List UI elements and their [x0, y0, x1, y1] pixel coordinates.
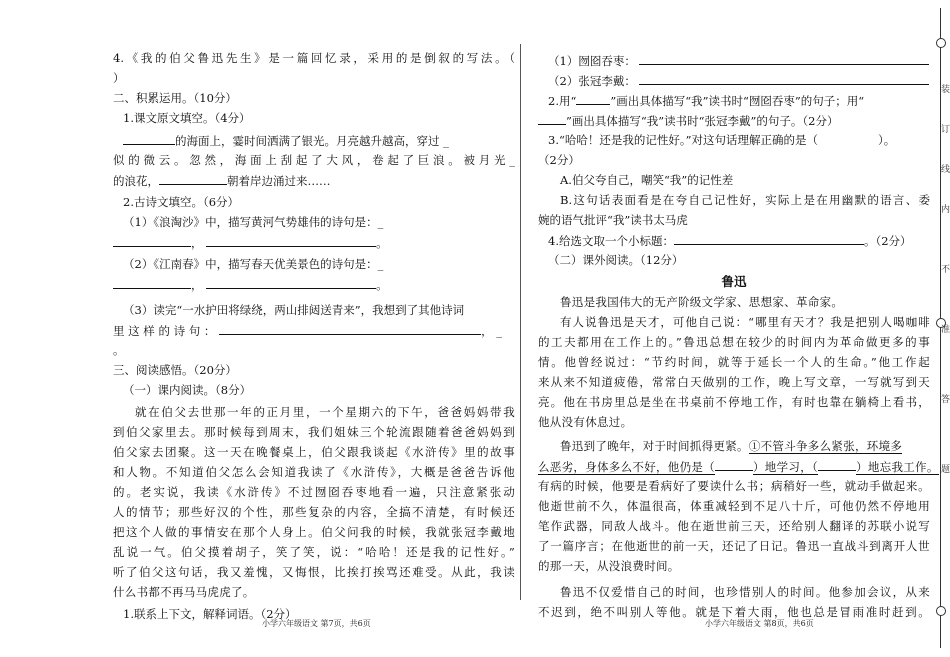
question-line: 1.联系上下文，解释词语。（2分） — [123, 607, 297, 621]
passage-line: 到伯父家里去。那时候每到周末，我们姐妹三个轮流跟随着爸爸妈妈到 — [113, 425, 515, 439]
passage-line: 人的情节；那些好汉的个性，那些复杂的内容，全搞不清楚，有时候还 — [113, 505, 515, 519]
answer-line: ， 。 — [113, 232, 515, 252]
question-line: 2.古诗文填空。（6分） — [123, 195, 240, 209]
answer-blank[interactable] — [206, 274, 376, 289]
answer-blank[interactable] — [113, 274, 191, 289]
question-line: 2.用“ ”画出具体描写“我”读书时“囫囵吞枣”的句子；用“ — [538, 90, 930, 110]
page-footer-right: 小学六年级语文 第8页，共6页 — [705, 619, 814, 628]
passage-line: 就在伯父去世那一年的正月里，一个星期六的下午，爸爸妈妈带我 — [135, 405, 515, 419]
passage-line: 他从没有休息过。 — [538, 415, 633, 429]
answer-blank[interactable] — [538, 110, 566, 125]
answer-blank[interactable] — [123, 130, 175, 145]
question-line: ”画出具体描写“我”读书时“张冠李戴”的句子。（2分） — [538, 110, 930, 130]
answer-blank[interactable] — [219, 320, 481, 335]
binding-char: 题 — [941, 465, 950, 475]
binding-char: 线 — [941, 165, 950, 175]
page-footer-left: 小学六年级语文 第7页，共6页 — [262, 619, 371, 628]
passage-line: 和人物。不知道伯父怎么会知道我读了《水浒传》，大概是爸爸告诉他 — [113, 465, 515, 479]
option-b: 婉的语气批评“我”读书太马虎 — [538, 213, 688, 227]
passage-line: 的工夫都用在工作上的。”鲁迅总想在较少的时间内为革命做更多的事 — [538, 335, 930, 349]
fill-line: 似的微云。忽然，海面上刮起了大风，卷起了巨浪。被月光_ — [113, 153, 515, 167]
answer-line: （1）囫囵吞枣： — [538, 50, 930, 70]
question-line: 4.《我的伯父鲁迅先生》是一篇回忆录，采用的是倒叙的写法。（ — [113, 51, 515, 65]
passage-line: 来从来不知道疲倦，常常白天做别的工作，晚上写文章，一写就写到天 — [538, 375, 930, 389]
passage-line: 什么书都不再马马虎虎了。 — [113, 585, 255, 599]
answer-blank[interactable] — [159, 170, 227, 185]
passage-line: 鲁迅是我国伟大的无产阶级文学家、思想家、革命家。 — [560, 295, 844, 309]
passage-line: 伯父家去团聚。这一天在晚餐桌上，伯父跟我谈起《水浒传》里的故事 — [113, 445, 515, 459]
question-line: （1）《浪淘沙》中，描写黄河气势雄伟的诗句是：_ — [123, 215, 384, 229]
answer-blank[interactable] — [639, 50, 929, 65]
passage-title: 鲁迅 — [721, 274, 747, 289]
passage-line: 的。老实说，我读《水浒传》不过囫囵吞枣地看一遍，只注意紧张动 — [113, 485, 515, 499]
passage-line: 他逝世前不久，体温很高，体重减轻到不足八十斤，可他仍然不停地用 — [538, 499, 930, 513]
passage-line: 听了伯父这句话，我又羞愧，又悔恨，比挨打挨骂还难受。从此，我读 — [113, 565, 515, 579]
option-b: B.这句话表面看是在夸自己记性好，实际上是在用幽默的语言、委 — [560, 193, 930, 207]
answer-blank[interactable] — [576, 90, 610, 105]
question-line: 3.“哈哈！还是我的记性好。”对这句话理解正确的是（ ）。 — [548, 133, 896, 147]
question-line: （3）读完“一水护田将绿绕，两山排闼送青来”，我想到了其他诗词 — [123, 303, 465, 317]
answer-line: （2）张冠李戴： — [538, 70, 930, 90]
answer-blank[interactable] — [674, 230, 864, 245]
passage-line: 的那一天，从没浪费时间。 — [538, 559, 680, 573]
column-divider — [520, 44, 521, 600]
subsection-heading: （一）课内阅读。（8分） — [123, 383, 252, 397]
passage-line: 笔作武器，同敌人战斗。他在逝世前三天，还给别人翻译的苏联小说写 — [538, 519, 930, 533]
binding-char: 答 — [941, 395, 950, 405]
binding-char: 准 — [941, 325, 950, 335]
passage-line: 鲁迅到了晚年，对于时间抓得更紧。①不管斗争多么紧张，环境多 — [560, 439, 903, 453]
question-line: （2分） — [538, 153, 580, 167]
passage-line: 不迟到，绝不叫别人等他。就是下着大雨，他也总是冒雨准时赶到。 — [538, 605, 930, 619]
subsection-heading: （二）课外阅读。（12分） — [548, 253, 684, 267]
binding-hole-icon — [936, 38, 946, 48]
fill-line: 的海面上，霎时间洒满了银光。月亮越升越高，穿过 _ — [113, 130, 515, 150]
answer-line: 里 这 样 的 诗 句 ： ， _ — [113, 320, 515, 340]
section-heading: 二、积累运用。（10分） — [113, 91, 237, 105]
question-line: 4.给选文取一个小标题： 。（2分） — [538, 230, 930, 250]
passage-line: 把这个人做的事情安在那个人身上。伯父问我的时候，我就张冠李戴地 — [113, 525, 515, 539]
answer-line: 。 — [113, 343, 125, 357]
binding-hole-icon — [936, 606, 946, 616]
binding-char: 装 — [941, 85, 950, 95]
passage-line: 乱说一气。伯父摸着胡子，笑了笑，说：“哈哈！还是我的记性好。” — [113, 545, 515, 559]
passage-line: 么恶劣，身体多么不好，他仍是（ ）地学习，（ ）地忘我工作。 — [538, 456, 930, 476]
binding-char: 内 — [941, 205, 950, 215]
passage-line: 亮。他在书房里总是坐在书桌前不停地工作，有时也靠在躺椅上看书， — [538, 395, 930, 409]
question-line: 1.课文原文填空。（4分） — [123, 111, 251, 125]
section-heading: 三、阅读感悟。（20分） — [113, 363, 237, 377]
binding-char: 订 — [941, 125, 950, 135]
passage-line: 有病的时候，他要是看病好了要读什么书；病稍好一些，就动手做起来。 — [538, 479, 930, 493]
answer-line: ， 。 — [113, 274, 515, 294]
answer-blank[interactable] — [113, 232, 191, 247]
passage-line: 鲁迅不仅爱惜自己的时间，也珍惜别人的时间。他参加会议，从来 — [560, 585, 930, 599]
fill-line: 的浪花， 朝着岸边涌过来…… — [113, 170, 515, 190]
answer-blank[interactable] — [206, 232, 376, 247]
passage-line: 了一篇序言；在他逝世的前一天，还记了日记。鲁迅一直战斗到离开人世 — [538, 539, 930, 553]
question-line: ） — [113, 71, 125, 85]
binding-char: 不 — [941, 265, 950, 275]
answer-blank[interactable] — [639, 70, 929, 85]
passage-line: 情。他曾经说过：“节约时间，就等于延长一个人的生命。”他工作起 — [538, 355, 930, 369]
question-line: （2）《江南春》中，描写春天优美景色的诗句是：_ — [123, 257, 384, 271]
passage-line: 有人说鲁迅是天才，可他自己说：“哪里有天才？我是把别人喝咖啡 — [560, 315, 930, 329]
option-a: A.伯父夸自己，嘲笑“我”的记性差 — [560, 173, 734, 187]
underlined-sentence: ①不管斗争多么紧张，环境多 — [748, 439, 903, 453]
